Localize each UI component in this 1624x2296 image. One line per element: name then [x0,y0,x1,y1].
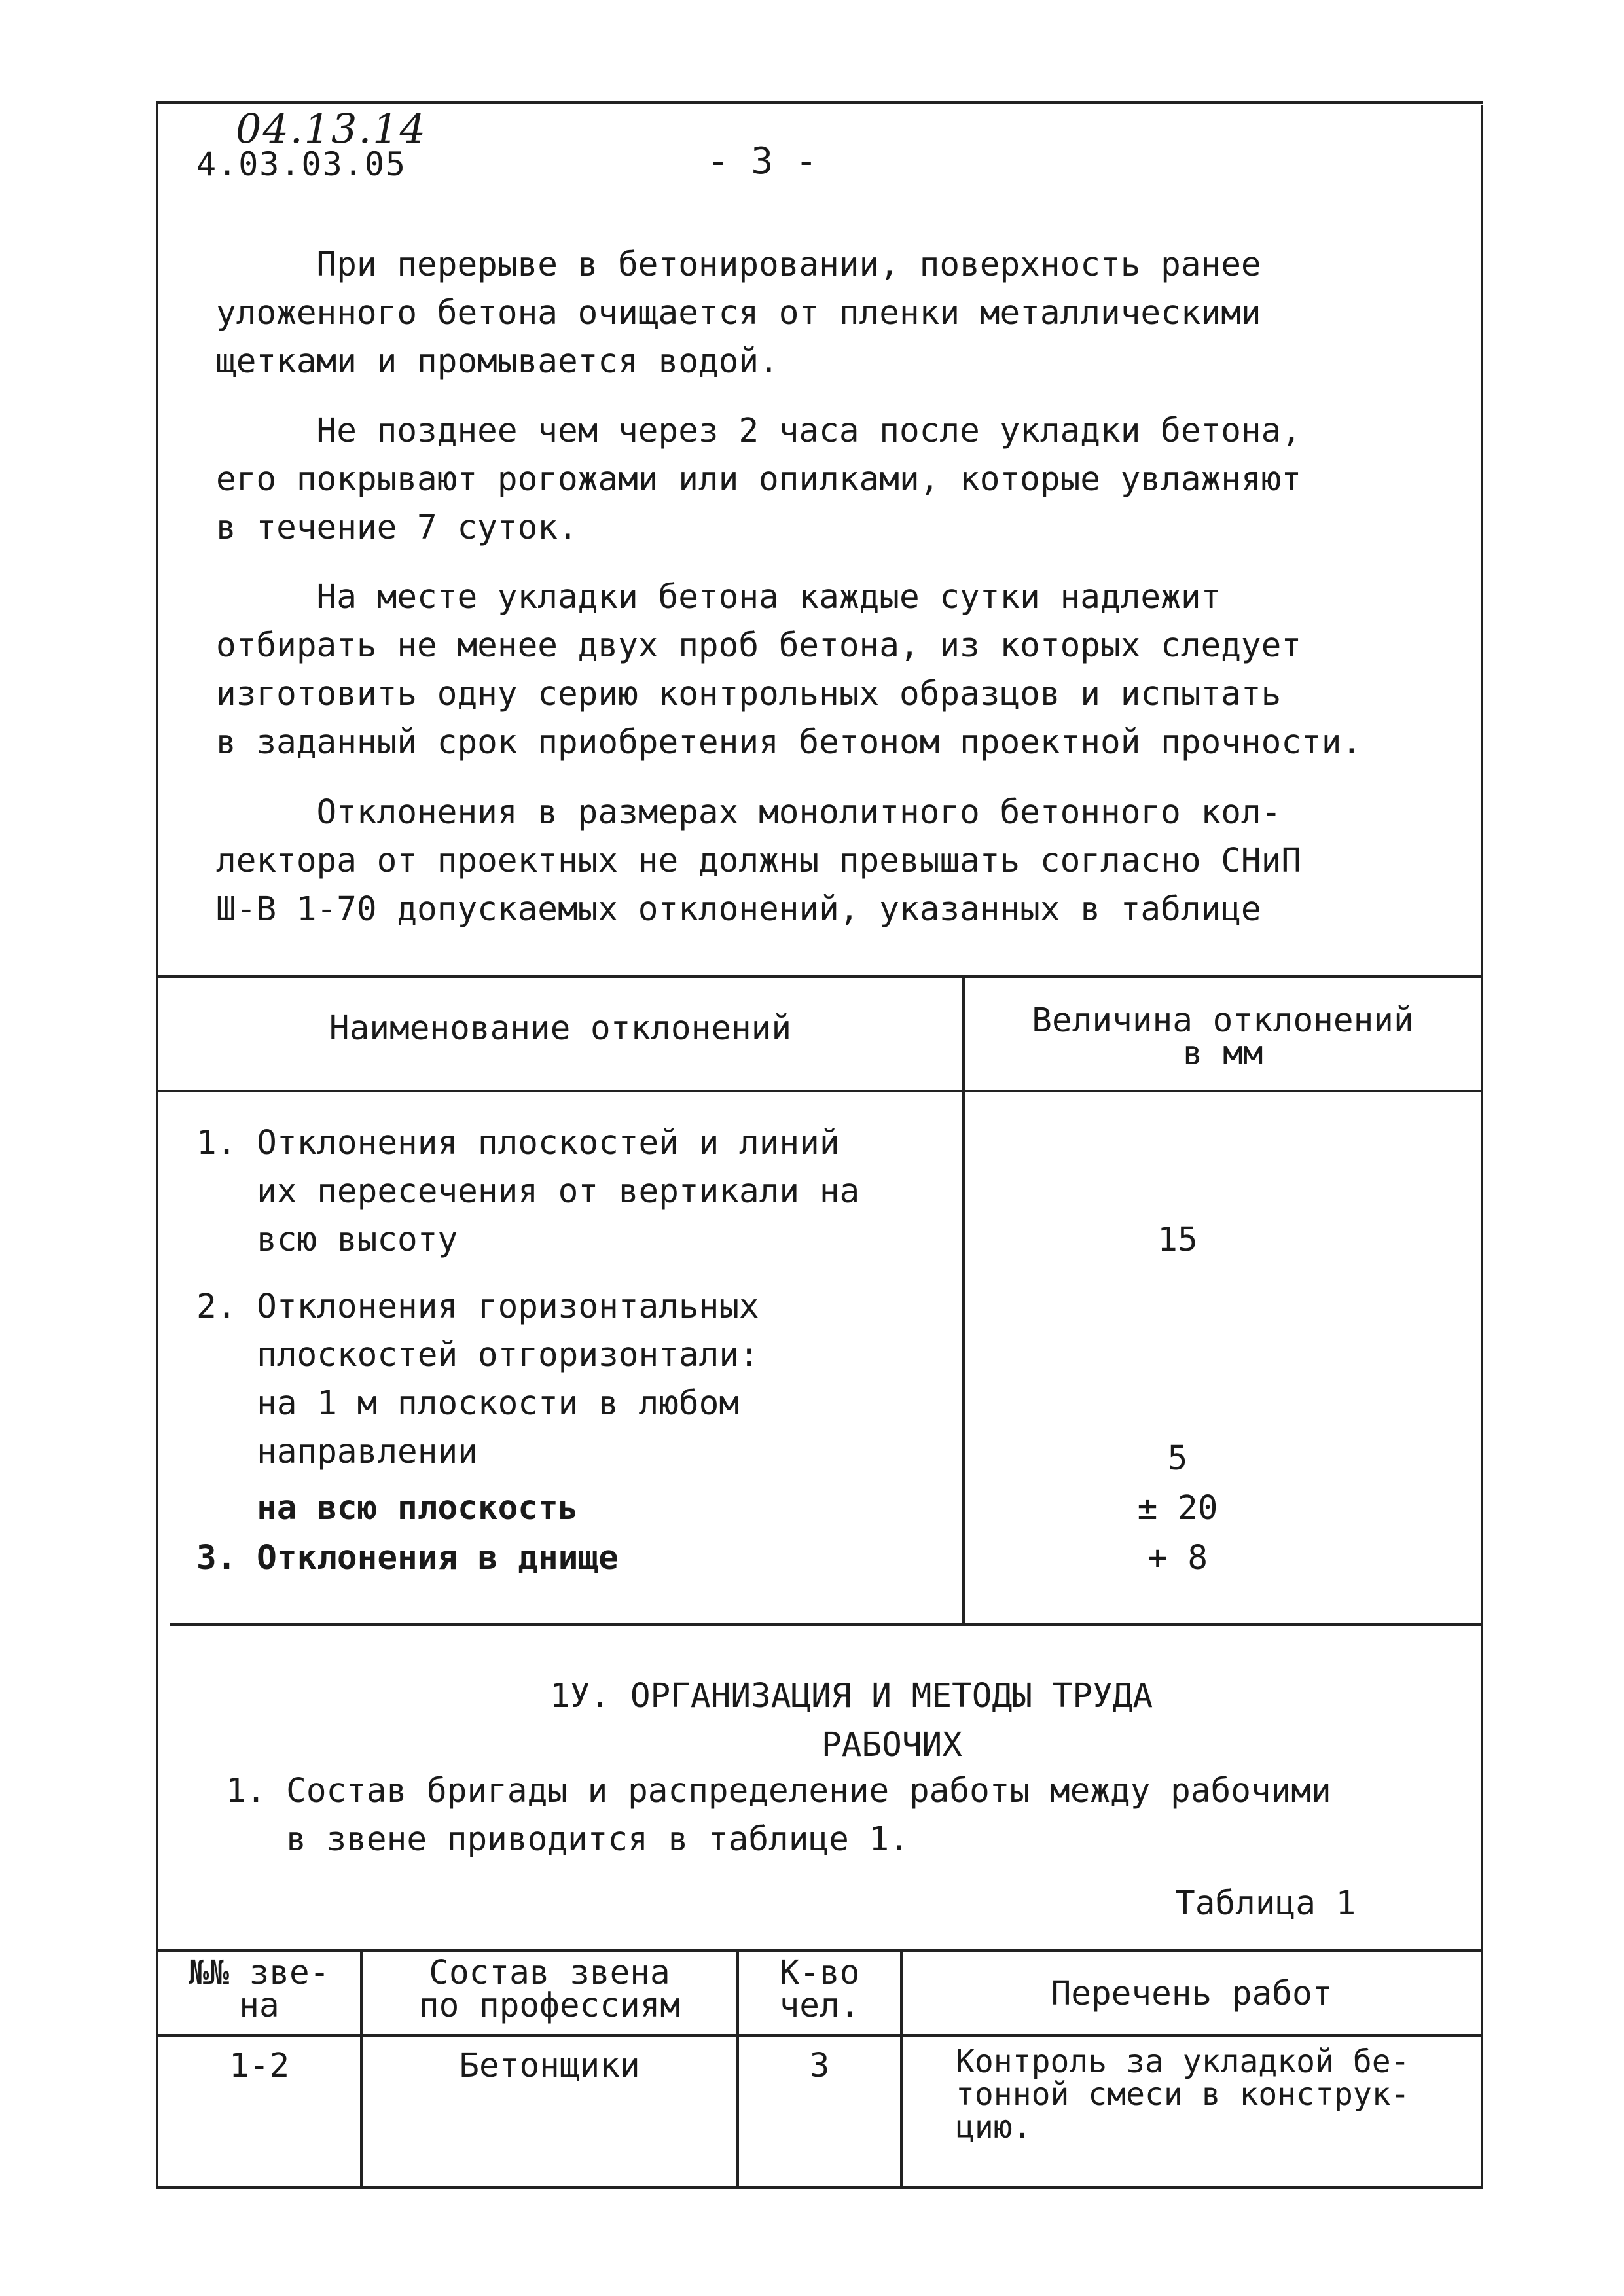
page-frame-top [156,101,1483,104]
paragraph-1: При перерыве в бетонировании, поверхность ранее уложенного бетона очищается от пленки металлическими щетками и промывается водой. [216,245,1261,381]
paragraph-3: На месте укладки бетона каждые сутки надлежит отбирать не менее двух проб бетона, из которых следует изготовить одну серию контрольных образцов и испытать в заданный срок приобретения бетоном проектной прочности. [216,578,1362,762]
table-row-name: 1. Отклонения плоскостей и линий их пересечения от вертикали на всю высоту [196,1124,860,1259]
page-number: - 3 - [707,140,818,183]
table-row-name: 2. Отклонения горизонтальных плоскостей отгоризонтали: на 1 м плоскости в любом направлении [196,1287,759,1471]
document-code: 4.03.03.05 [196,145,407,183]
table-caption: Таблица 1 [1175,1884,1356,1923]
table-row-name: на всю плоскость [196,1489,579,1528]
table-row-value: + 8 [1147,1539,1208,1577]
table-header-work-list: Перечень работ [1051,1975,1333,2013]
section-title: 1У. ОРГАНИЗАЦИЯ И МЕТОДЫ ТРУДА [550,1677,1153,1715]
table-row-value: 5 [1167,1439,1188,1478]
table-border [156,1949,1483,1952]
table-row-value: ± 20 [1137,1489,1218,1528]
table-header-crew-composition: Состав звена по профессиям [418,1954,681,2025]
section-title-continued: РАБОЧИХ [821,1726,962,1765]
section-item: 1. Состав бригады и распределение работы между рабочими в звене приводится в таблице 1. [226,1772,1331,1859]
table-border [156,2034,1483,2037]
table-border [156,2186,1483,2189]
table-header-value: Величина отклонений в мм [1032,1001,1414,1073]
table-border [170,1623,1483,1626]
table-cell-crew-composition: Бетонщики [459,2047,640,2085]
table-cell-work-list: Контроль за укладкой бе- тонной смеси в конструк- цию. [956,2043,1410,2145]
handwritten-note: 04.13.14 [236,105,427,152]
table-header-worker-count: К-во чел. [779,1954,860,2025]
paragraph-4: Отклонения в размерах монолитного бетонного кол- лектора от проектных не должны превышать согласно СНиП Ш-В 1-70 допускаемых отклонений, указанных в таблице [216,793,1302,929]
table-cell-crew-number: 1-2 [228,2047,290,2085]
paragraph-2: Не позднее чем через 2 часа после укладки бетона, его покрывают рогожами или опилками, которые увлажняют в течение 7 суток. [216,412,1302,547]
table-header-name: Наименование отклонений [329,1009,792,1048]
table-cell-worker-count: 3 [809,2047,830,2085]
table-border [156,1090,1483,1092]
page-frame-right [1481,105,1483,2186]
table-border [156,975,1483,978]
page-frame-left [156,101,158,2186]
table-header-crew-number: №№ зве- на [189,1954,330,2025]
table-row-value: 15 [1157,1221,1198,1259]
table-row-name: 3. Отклонения в днище [196,1539,619,1577]
